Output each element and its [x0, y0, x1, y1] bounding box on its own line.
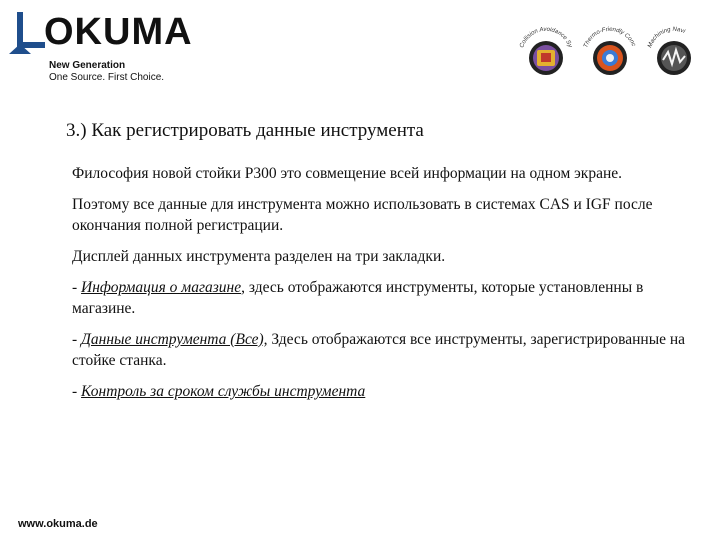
list-item	[72, 329, 702, 371]
okuma-logo-mark	[7, 10, 47, 54]
slide-title: 3.) Как регистрировать данные инструмента	[66, 120, 424, 141]
list-item	[72, 381, 702, 402]
paragraph: Дисплей данных инструмента разделен на три закладки.	[72, 248, 446, 265]
item-text: Здесь отображаются все инструменты, зарегистрированные на стойке станка.	[72, 331, 686, 369]
magazine-info-link[interactable]: Информация о магазине	[81, 279, 242, 296]
item-prefix: -	[72, 331, 82, 348]
tool-life-control-link[interactable]: Контроль за сроком службы инструмента	[81, 383, 366, 400]
machining-navi-icon	[639, 8, 709, 78]
slide-body	[72, 163, 702, 412]
thermo-friendly-concept-icon	[575, 8, 645, 78]
tool-data-all-link[interactable]: Данные инструмента (Все),	[81, 331, 268, 348]
svg-text:Machining Navi: Machining Navi	[647, 26, 686, 49]
tagline-line2: One Source. First Choice.	[49, 72, 165, 83]
footer-url[interactable]: www.okuma.de	[18, 518, 98, 530]
svg-text:Thermo-Friendly Concept: Thermo-Friendly Conc	[583, 26, 637, 49]
collision-avoidance-system-icon	[511, 8, 581, 78]
item-prefix: -	[72, 279, 82, 296]
paragraph: Философия новой стойки P300 это совмещение всей информации на одном экране.	[72, 165, 623, 182]
svg-text:Collision Avoidance System: Collision Avoidance Sy	[519, 26, 573, 49]
item-text: , здесь отображаются инструменты, которые установленны в магазине.	[72, 279, 644, 317]
tagline-line1: New Generation	[49, 60, 126, 71]
brand-name: OKUMA	[44, 11, 193, 53]
brand-tagline	[49, 60, 164, 84]
list-item	[72, 277, 702, 319]
paragraph: Поэтому все данные для инструмента можно использовать в системах CAS и IGF после окончания полной регистрации.	[72, 196, 653, 234]
item-prefix: -	[72, 383, 82, 400]
